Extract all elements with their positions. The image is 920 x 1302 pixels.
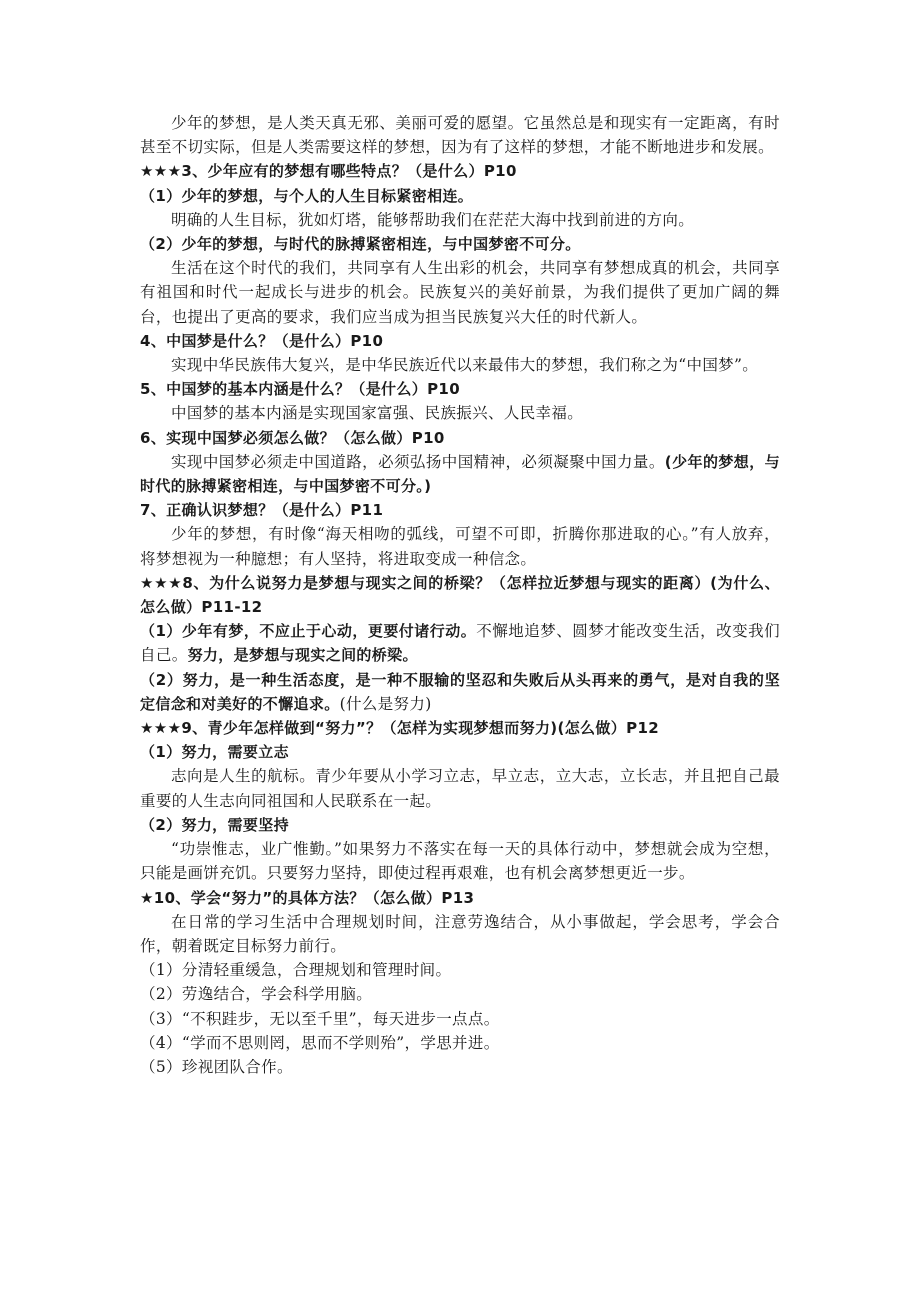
question-10-item-5: （5）珍视团队合作。 xyxy=(140,1057,293,1076)
question-9-point-2: （2）努力，需要坚持 xyxy=(140,815,289,834)
question-5-text: 中国梦的基本内涵是实现国家富强、民族振兴、人民幸福。 xyxy=(171,404,584,423)
question-8-point-2-bold: （2）努力，是一种生活态度，是一种不服输的坚忍和失败后从头再来的勇气，是对自我的坚定信念和对美好的不懈追求。 xyxy=(140,670,780,713)
question-10-heading: ★10、学会“努力”的具体方法？（怎么做）P13 xyxy=(140,888,475,907)
question-8-point-1-bold-2: 努力，是梦想与现实之间的桥梁。 xyxy=(187,646,418,665)
question-7-text: 少年的梦想，有时像“海天相吻的弧线，可望不可即，折腾你那进取的心。”有人放弃，将梦想视为一种臆想；有人坚持，将进取变成一种信念。 xyxy=(140,525,780,568)
question-3-point-2: （2）少年的梦想，与时代的脉搏紧密相连，与中国梦密不可分。 xyxy=(140,235,581,254)
question-4-text: 实现中华民族伟大复兴，是中华民族近代以来最伟大的梦想，我们称之为“中国梦”。 xyxy=(171,356,759,375)
question-3-heading: ★★★3、少年应有的梦想有哪些特点？（是什么）P10 xyxy=(140,162,517,181)
question-9-text-1: 志向是人生的航标。青少年要从小学习立志，早立志，立大志，立长志，并且把自己最重要的人生志向同祖国和人民联系在一起。 xyxy=(140,767,780,810)
question-4-heading: 4、中国梦是什么？（是什么）P10 xyxy=(140,331,384,350)
question-9-point-1: （1）努力，需要立志 xyxy=(140,743,289,762)
question-10-text: 在日常的学习生活中合理规划时间，注意劳逸结合，从小事做起，学会思考，学会合作，朝着既定目标努力前行。 xyxy=(140,912,780,955)
question-5-heading: 5、中国梦的基本内涵是什么？（是什么）P10 xyxy=(140,380,461,399)
question-8-point-1 xyxy=(140,619,780,667)
question-9-heading: ★★★9、青少年怎样做到“努力”？（怎样为实现梦想而努力)(怎么做）P12 xyxy=(140,719,660,738)
question-3-text-2: 生活在这个时代的我们，共同享有人生出彩的机会，共同享有梦想成真的机会，共同享有祖国和时代一起成长与进步的机会。民族复兴的美好前景，为我们提供了更加广阔的舞台，也提出了更高的要求，我们应当成为担当民族复兴大任的时代新人。 xyxy=(140,259,780,326)
question-3-point-1: （1）少年的梦想，与个人的人生目标紧密相连。 xyxy=(140,186,474,205)
question-10-item-2: （2）劳逸结合，学会科学用脑。 xyxy=(140,985,373,1004)
question-6-plain: 实现中国梦必须走中国道路，必须弘扬中国精神，必须凝聚中国力量。 xyxy=(171,452,665,471)
question-8-point-1-plain: 不懈地追梦、圆梦才能改变生活，改变我们自己。 xyxy=(140,622,780,665)
question-8-heading: ★★★8、为什么说努力是梦想与现实之间的桥梁？（怎样拉近梦想与现实的距离）(为什么、怎么做）P11-12 xyxy=(140,573,780,617)
question-10-item-3: （3）“不积跬步，无以至千里”，每天进步一点点。 xyxy=(140,1009,500,1028)
question-10-item-1: （1）分清轻重缓急，合理规划和管理时间。 xyxy=(140,961,452,980)
document-body xyxy=(140,111,780,1079)
question-6-bold-tail: (少年的梦想，与时代的脉搏紧密相连，与中国梦密不可分。) xyxy=(140,452,781,496)
question-8-point-2 xyxy=(140,668,780,716)
question-8-point-1-bold: （1）少年有梦，不应止于心动，更要付诸行动。 xyxy=(140,622,477,641)
question-9-text-2: “功崇惟志，业广惟勤。”如果努力不落实在每一天的具体行动中，梦想就会成为空想，只能是画饼充饥。只要努力坚持，即使过程再艰难，也有机会离梦想更近一步。 xyxy=(140,840,780,883)
question-6-text xyxy=(140,450,780,498)
question-8-point-2-plain: (什么是努力) xyxy=(339,694,432,713)
question-3-text-1: 明确的人生目标，犹如灯塔，能够帮助我们在茫茫大海中找到前进的方向。 xyxy=(171,210,695,229)
intro-paragraph: 少年的梦想，是人类天真无邪、美丽可爱的愿望。它虽然总是和现实有一定距离，有时甚至不切实际，但是人类需要这样的梦想，因为有了这样的梦想，才能不断地进步和发展。 xyxy=(140,114,780,157)
question-10-item-4: （4）“学而不思则罔，思而不学则殆”，学思并进。 xyxy=(140,1033,500,1052)
question-6-heading: 6、实现中国梦必须怎么做？（怎么做）P10 xyxy=(140,428,445,447)
question-7-heading: 7、正确认识梦想？（是什么）P11 xyxy=(140,501,384,520)
